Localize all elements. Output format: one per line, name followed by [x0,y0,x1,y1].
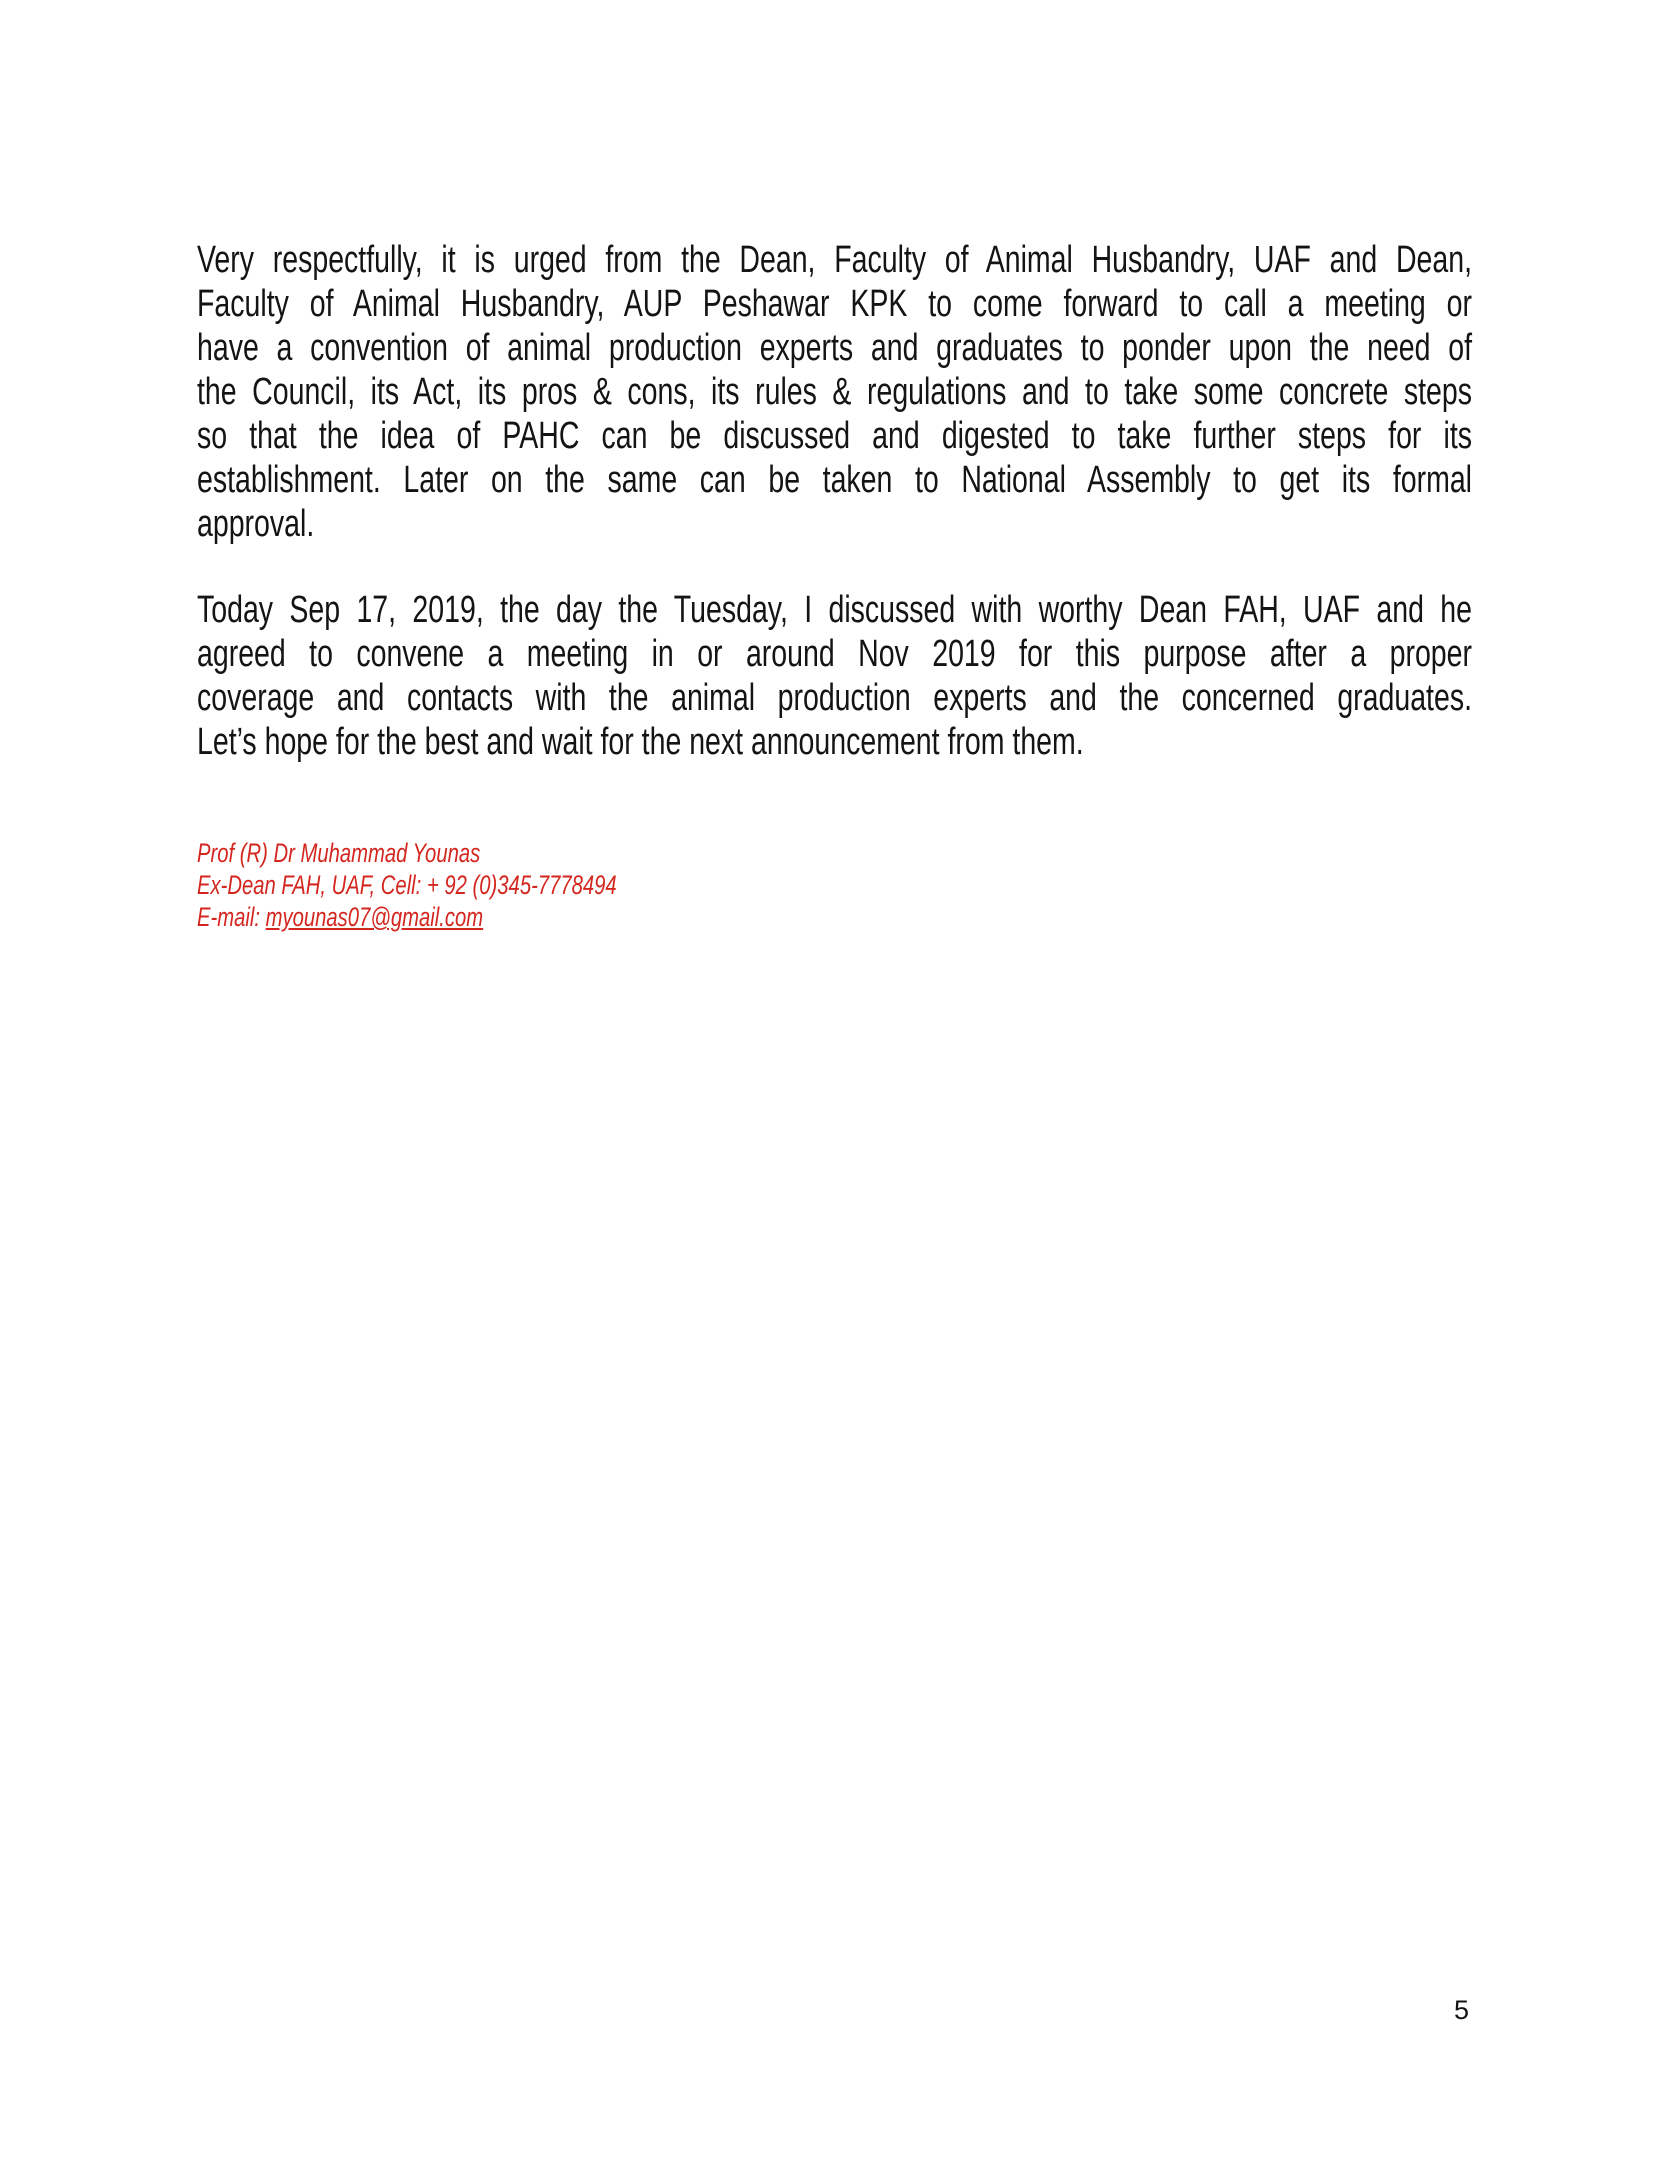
body-paragraph-1 [197,238,1472,546]
signature-email-line [197,901,872,933]
paragraph-line: have a convention of animal production experts and graduates to ponder upon the need of [197,327,1472,369]
paragraph-line: approval. [197,503,315,545]
paragraph-line: Faculty of Animal Husbandry, AUP Peshawar KPK to come forward to call a meeting or [197,283,1472,325]
email-label: E-mail: [197,902,266,932]
body-paragraph-2 [197,588,1472,764]
page-number: 5 [1453,1995,1469,2025]
paragraph-line: so that the idea of PAHC can be discussed and digested to take further steps for its [197,415,1472,457]
paragraph-line: Today Sep 17, 2019, the day the Tuesday, I discussed with worthy Dean FAH, UAF and he [197,589,1472,631]
signature-title-phone: Ex-Dean FAH, UAF, Cell: + 92 (0)345-7778494 [197,870,617,900]
paragraph-line: Let’s hope for the best and wait for the next announcement from them. [197,721,1084,763]
paragraph-line: Very respectfully, it is urged from the Dean, Faculty of Animal Husbandry, UAF and Dean, [197,239,1472,281]
paragraph-line: agreed to convene a meeting in or around Nov 2019 for this purpose after a proper [197,633,1472,675]
signature-block [197,837,872,933]
signature-name: Prof (R) Dr Muhammad Younas [197,838,481,868]
paragraph-line: establishment. Later on the same can be taken to National Assembly to get its formal [197,459,1472,501]
email-link[interactable]: myounas07@gmail.com [265,902,484,932]
paragraph-line: coverage and contacts with the animal production experts and the concerned graduates. [197,677,1472,719]
paragraph-line: the Council, its Act, its pros & cons, its rules & regulations and to take some concrete steps [197,371,1472,413]
